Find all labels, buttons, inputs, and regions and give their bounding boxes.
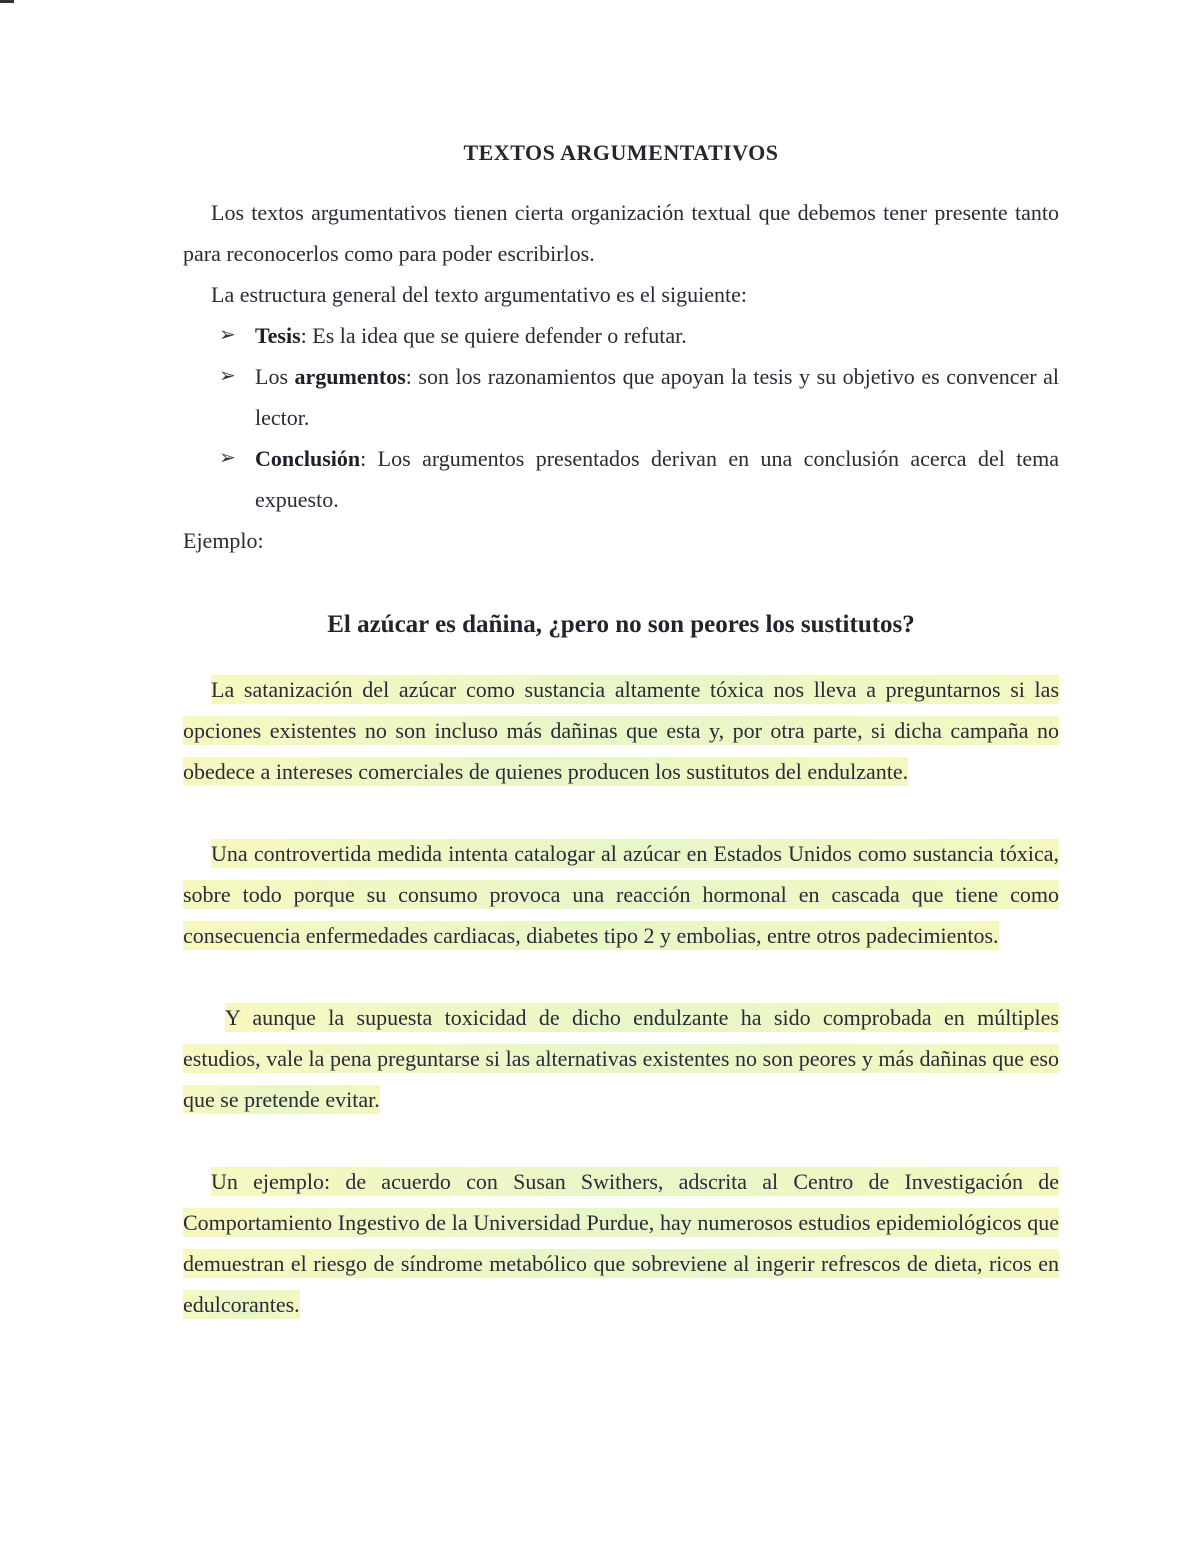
document-page [183, 136, 1059, 1366]
highlighted-text: Y aunque la supuesta toxicidad de dicho endulzante ha sido comprobada en múltiples estudios, vale la pena preguntarse si las alternativas existentes no son peores y más dañinas que eso que se pretende evitar. [183, 1005, 1059, 1112]
prefix-argumentos: Los [255, 364, 295, 389]
scan-edge-mark [0, 0, 14, 3]
article-title: El azúcar es dañina, ¿pero no son peores los sustitutos? [327, 611, 915, 638]
arrowhead-bullet-icon: ➢ [219, 324, 236, 346]
article-paragraph-3 [183, 997, 1059, 1120]
definition-argumentos: : son los razonamientos que apoyan la tesis y su objetivo es convencer al lector. [255, 364, 1059, 430]
list-item-conclusion [183, 438, 1059, 520]
highlighted-text: Una controvertida medida intenta catalogar al azúcar en Estados Unidos como sustancia tóxica, sobre todo porque su consumo provoca una reacción hormonal en cascada que tiene como consecuencia enfermedades cardiacas, diabetes tipo 2 y embolias, entre otros padecimientos. [183, 841, 1059, 948]
term-argumentos: argumentos [294, 364, 406, 389]
definition-conclusion: : Los argumentos presentados derivan en una conclusión acerca del tema expuesto. [255, 446, 1059, 512]
article-paragraph-4 [183, 1161, 1059, 1325]
article-paragraph-1 [183, 669, 1059, 792]
document-title: TEXTOS ARGUMENTATIVOS [463, 140, 779, 165]
structure-list [183, 315, 1059, 520]
term-conclusion: Conclusión [255, 446, 361, 471]
arrowhead-bullet-icon: ➢ [219, 365, 236, 387]
structure-intro: La estructura general del texto argumentativo es el siguiente: [211, 282, 747, 307]
definition-tesis: : Es la idea que se quiere defender o refutar. [300, 323, 687, 348]
highlighted-text: Un ejemplo: de acuerdo con Susan Swithers, adscrita al Centro de Investigación de Comportamiento Ingestivo de la Universidad Purdue, hay numerosos estudios epidemiológicos que demuestran el riesgo de síndrome metabólico que sobreviene al ingerir refrescos de dieta, ricos en edulcorantes. [183, 1169, 1059, 1317]
intro-paragraph: Los textos argumentativos tienen cierta organización textual que debemos tener presente tanto para reconocerlos como para poder escribirlos. [183, 200, 1059, 266]
arrowhead-bullet-icon: ➢ [219, 447, 236, 469]
list-item-tesis [183, 315, 1059, 356]
term-tesis: Tesis [255, 323, 301, 348]
example-label: Ejemplo: [183, 528, 264, 553]
article-paragraph-2 [183, 833, 1059, 956]
list-item-argumentos [183, 356, 1059, 438]
highlighted-text: La satanización del azúcar como sustancia altamente tóxica nos lleva a preguntarnos si las opciones existentes no son incluso más dañinas que esta y, por otra parte, si dicha campaña no obedece a intereses comerciales de quienes producen los sustitutos del endulzante. [183, 677, 1059, 784]
